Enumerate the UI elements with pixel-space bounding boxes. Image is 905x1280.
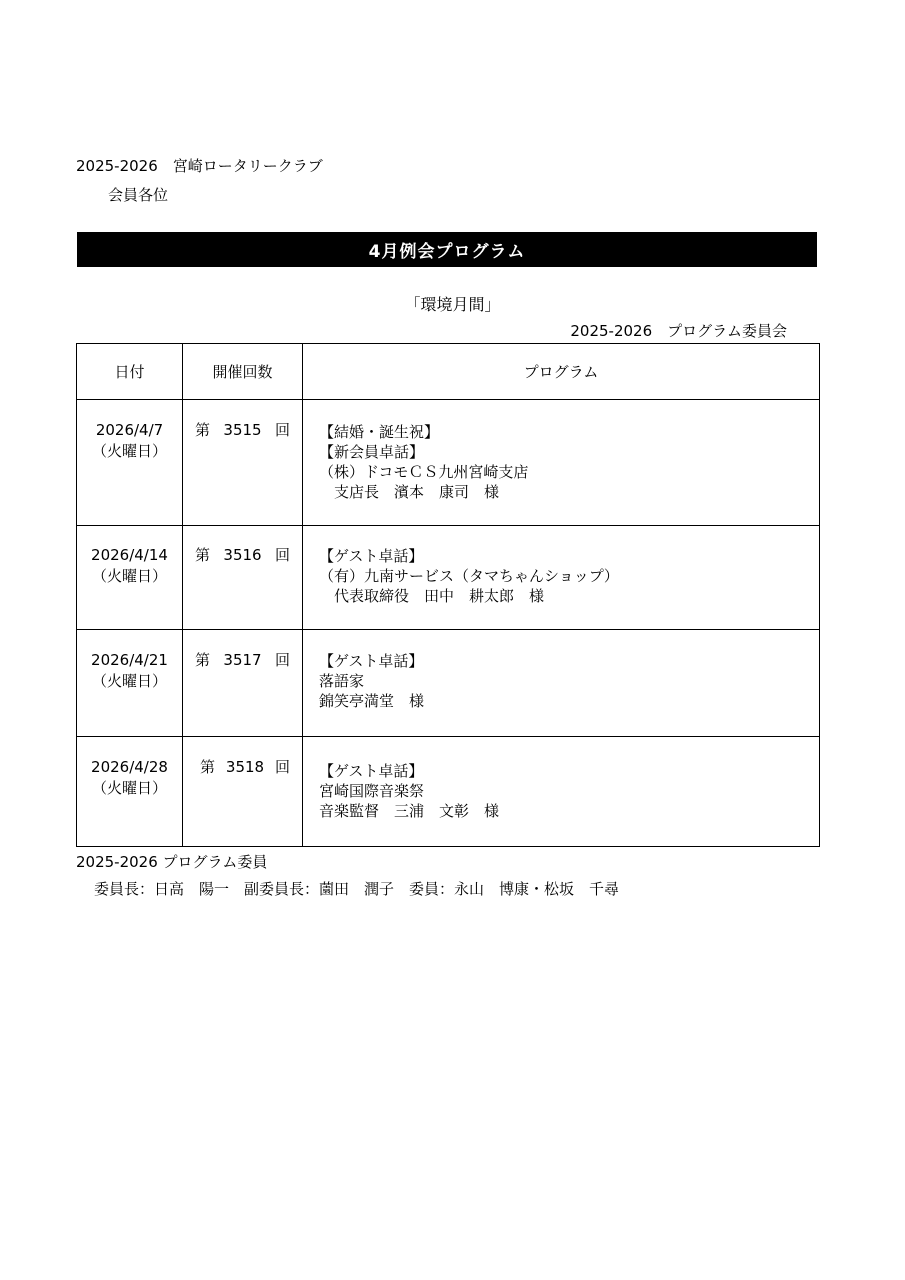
count-number: 3518 [225, 758, 265, 776]
program-cell [303, 400, 820, 526]
date-cell [77, 526, 183, 630]
program-line: 【新会員卓話】 [319, 443, 425, 461]
count-prefix: 第 [195, 421, 211, 439]
program-cell [303, 526, 820, 630]
organization-line: 2025-2026 宮崎ロータリークラブ [76, 157, 323, 175]
date-cell [77, 737, 183, 847]
issuer-line: 2025-2026 プログラム委員会 [570, 322, 787, 340]
program-line: 宮崎国際音楽祭 [319, 782, 425, 800]
page-title: 4月例会プログラム [77, 232, 817, 267]
program-line: （有）九南サービス（タマちゃんショップ） [319, 567, 619, 585]
program-line: 【結婚・誕生祝】 [319, 423, 440, 441]
table-row [77, 526, 820, 630]
weekday: （火曜日） [91, 779, 167, 797]
weekday: （火曜日） [91, 442, 167, 460]
program-cell [303, 737, 820, 847]
count-suffix: 回 [274, 758, 290, 776]
date: 2026/4/7 [95, 421, 164, 439]
table-row [77, 630, 820, 737]
count-prefix: 第 [195, 546, 211, 564]
header-count: 開催回数 [183, 344, 303, 400]
program-line: 【ゲスト卓話】 [319, 547, 424, 565]
count-cell [183, 737, 303, 847]
count-number: 3515 [223, 421, 262, 439]
month-theme: 「環境月間」 [404, 295, 501, 314]
program-line: （株）ドコモＣＳ九州宮崎支店 [319, 463, 529, 481]
count-suffix: 回 [274, 651, 290, 669]
date: 2026/4/28 [91, 758, 168, 776]
count-number: 3516 [223, 546, 262, 564]
date: 2026/4/14 [91, 546, 168, 564]
count-cell [183, 526, 303, 630]
count-prefix: 第 [200, 758, 216, 776]
program-table [76, 343, 820, 847]
table-row [77, 737, 820, 847]
footer-committee-title: 2025-2026 プログラム委員 [76, 853, 268, 871]
table-header-row [77, 344, 820, 400]
count-number: 3517 [223, 651, 262, 669]
weekday: （火曜日） [91, 672, 167, 690]
count-cell [183, 630, 303, 737]
footer-committee-members: 委員長：日高 陽一 副委員長：薗田 潤子 委員：永山 博康・松坂 千尋 [94, 880, 620, 898]
program-line: 【ゲスト卓話】 [319, 762, 424, 780]
date: 2026/4/21 [91, 651, 168, 669]
date-cell [77, 630, 183, 737]
count-suffix: 回 [274, 421, 290, 439]
program-line: 代表取締役 田中 耕太郎 様 [319, 587, 545, 605]
table-row [77, 400, 820, 526]
count-prefix: 第 [195, 651, 211, 669]
count-suffix: 回 [274, 546, 290, 564]
header-date: 日付 [77, 344, 183, 400]
count-cell [183, 400, 303, 526]
program-line: 【ゲスト卓話】 [319, 652, 424, 670]
weekday: （火曜日） [91, 567, 167, 585]
program-line: 落語家 [319, 672, 365, 690]
date-cell [77, 400, 183, 526]
program-line: 錦笑亭満堂 様 [319, 692, 425, 710]
program-cell [303, 630, 820, 737]
recipients-line: 会員各位 [108, 186, 169, 204]
program-line: 音楽監督 三浦 文彰 様 [319, 802, 500, 820]
program-line: 支店長 濱本 康司 様 [319, 483, 500, 501]
header-program: プログラム [303, 344, 820, 400]
